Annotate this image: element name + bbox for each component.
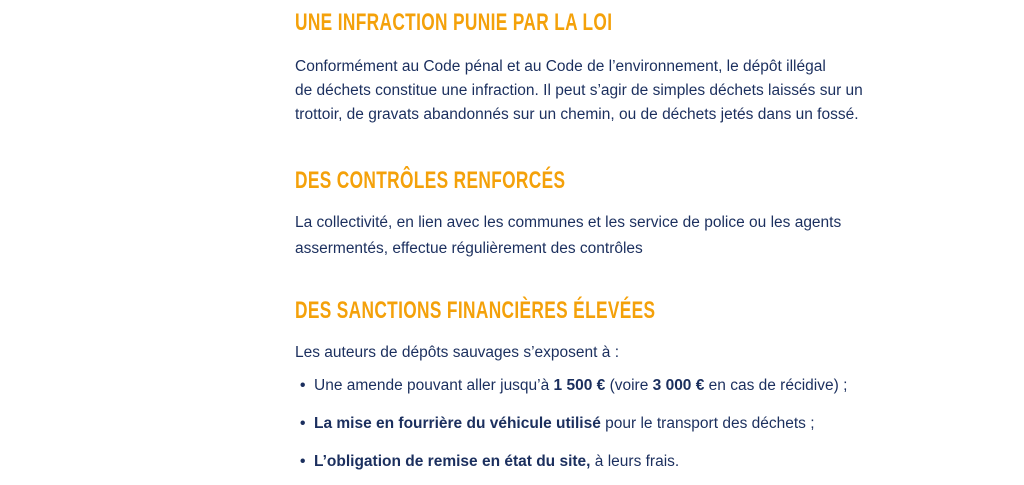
text-line: de déchets constitue une infraction. Il peut s’agir de simples déchets laissés sur un — [295, 82, 863, 99]
text-line: trottoir, de gravats abandonnés sur un chemin, ou de déchets jetés dans un fossé. — [295, 106, 859, 123]
section-heading-controles: DES CONTRÔLES RENFORCÉS — [295, 167, 566, 194]
section-heading-infraction: UNE INFRACTION PUNIE PAR LA LOI — [295, 9, 613, 36]
text-line: Conformément au Code pénal et au Code de l’environnement, le dépôt illégal — [295, 58, 826, 75]
section-heading-sanctions: DES SANCTIONS FINANCIÈRES ÉLEVÉES — [295, 297, 656, 324]
bullet-item-remise-en-etat: • L’obligation de remise en état du site, à leurs frais. — [300, 453, 680, 470]
bullet-item-amende: • Une amende pouvant aller jusqu’à 1 500 € (voire 3 000 € en cas de récidive) ; — [300, 377, 848, 394]
text-line: La collectivité, en lien avec les communes et les service de police ou les agents — [295, 214, 842, 231]
paragraph-infraction — [295, 55, 863, 127]
paragraph-controles — [295, 210, 841, 262]
text-line: assermentés, effectue régulièrement des contrôles — [295, 240, 643, 257]
bullet-item-fourriere: • La mise en fourrière du véhicule utilisé pour le transport des déchets ; — [300, 415, 815, 432]
bullet-icon: • — [300, 377, 306, 394]
bullet-icon: • — [300, 453, 306, 470]
bullet-icon: • — [300, 415, 306, 432]
sanctions-intro: Les auteurs de dépôts sauvages s’exposent à : — [295, 344, 619, 361]
